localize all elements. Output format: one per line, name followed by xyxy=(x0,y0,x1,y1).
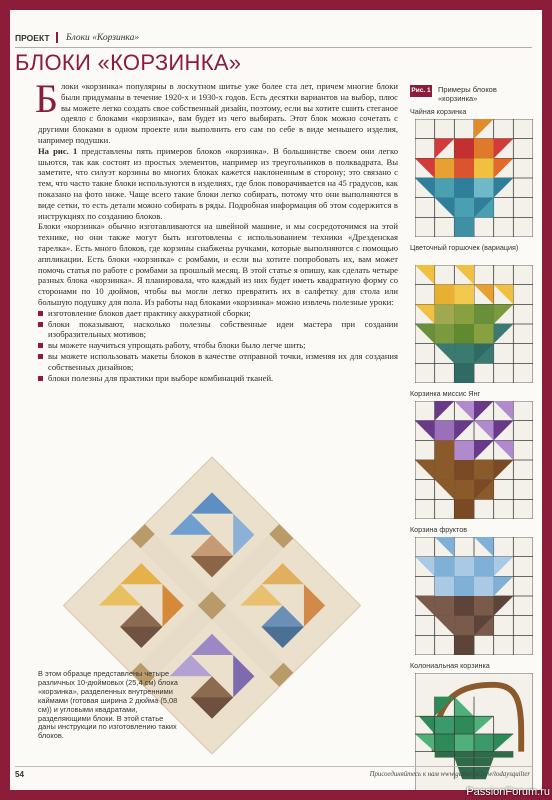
block-title-fruit: Корзина фруктов xyxy=(410,525,468,534)
header-divider xyxy=(56,32,58,43)
photo-caption: В этом образце представлены четыре различных 10-дюймовых (25,4 см) блока «корзинка», разделенных внутренними каймами (готовая ширина 2 дюйма (5,08 см)) и угловыми квадратами, разделяющими блоки. В этой статье даны инструкции по изготовлению таких блоков. xyxy=(38,669,178,741)
magazine-page xyxy=(10,10,542,790)
list-item: вы можете использовать макеты блоков в качестве отправной точки, изменяя их для создания собственных дизайнов; xyxy=(38,351,398,373)
site-watermark: PassionForum.ru xyxy=(466,786,550,798)
flowerpot-block xyxy=(415,265,533,383)
paragraph-2-text: представлены пять примеров блоков «корзинка». В большинстве своем они легко шьются, так как состоят из простых элементов, например из треугольников в полквадрата. Вы заметите, что силуэт корзины во многих блоках кажется наклоненным в сторону; это связано с тем, что часто такие блоки используются в изделиях, где блок поворачивается на 45 градусов, как показано на фото ниже. Чаще всего такие блоки легко собирать, потому что они выполняются в виде сетки, то есть детали можно собирать в ряды. Подробная информация об этом содержится в инструкциях по созданию блоков. xyxy=(38,145,398,221)
intro-paragraph xyxy=(35,76,398,146)
list-item: блоки полезны для практики при выборе комбинаций тканей. xyxy=(38,373,398,384)
header-rule xyxy=(15,47,532,48)
fruit-basket-block xyxy=(415,537,533,655)
page-header xyxy=(10,30,542,46)
article-title: БЛОКИ «КОРЗИНКА» xyxy=(15,50,242,75)
figure-caption: Примеры блоков «корзинка» xyxy=(438,85,497,103)
article-body xyxy=(35,76,398,383)
footer-rule xyxy=(15,766,532,767)
header-project: ПРОЕКТ xyxy=(15,33,50,43)
figure-label: Рис. 1 xyxy=(410,85,432,97)
footer-note: Присоединяйтесь к нам www.gathered.how/todaysquilter xyxy=(369,771,530,778)
block-title-mrs-young: Корзинка миссис Янг xyxy=(410,389,481,398)
page-number: 54 xyxy=(15,770,24,779)
list-item: вы можете научиться упрощать работу, чтобы блоки было легче шить; xyxy=(38,340,398,351)
mrs-young-block xyxy=(415,401,533,519)
drop-cap: Б xyxy=(35,76,58,121)
list-item: изготовление блоков дает практику аккуратной сборки; xyxy=(38,308,398,319)
header-section: Блоки «Корзинка» xyxy=(66,33,140,43)
intro-text: локи «корзинка» популярны в лоскутном шитье уже более ста лет, причем многие блоки были придуманы в течение 1920-х и 1930-х годов. Есть десятки вариантов на выбор, плюс вы можете легко создать свое собственный дизайн, поэтому, если вы хотите сшить стеганое одеяло с блоками «корзинка», вам будет из чего выбирать. Этот блок можно сочетать с другими блоками в одном проекте или выполнить его сам по себе в виде меньшего изделия, например подушки. xyxy=(38,81,398,145)
paragraph-2 xyxy=(38,146,398,222)
lessons-list xyxy=(38,308,398,384)
block-title-colonial: Колониальная корзинка xyxy=(410,661,490,670)
block-title-flowerpot: Цветочный горшочек (вариация) xyxy=(410,243,519,252)
paragraph-3: Блоки «корзинка» обычно изготавливаются на швейной машине, и мы сосредоточимся на этой технике, но они также могут быть изготовлены с использованием техники «Дрезденская тарелка». Есть много блоков, где корзины снабжены ручками, которые выполняются с помощью аппликации. Есть блоки «корзинка» с ромбами, и если вы хотите попробовать их, вам может помочь статья по работе с ромбами за прошлый месяц. В этой статье я опишу, как сделать четыре разных блока «корзинка». Я планировала, что каждый из них будет иметь квадратную форму со сторонами по 10 дюймов, чтобы вы могли легко превратить их в салфетку для стола или большую подушку для пола. Из работы над блоками «корзинка» можно извлечь полезные уроки: xyxy=(38,221,398,307)
tea-basket-block xyxy=(415,119,533,237)
block-title-tea: Чайная корзинка xyxy=(410,107,467,116)
list-item: блоки показывают, насколько полезны собственные идеи мастера при создании изобразительных мотивов; xyxy=(38,319,398,341)
figure-reference: На рис. 1 xyxy=(38,145,78,156)
